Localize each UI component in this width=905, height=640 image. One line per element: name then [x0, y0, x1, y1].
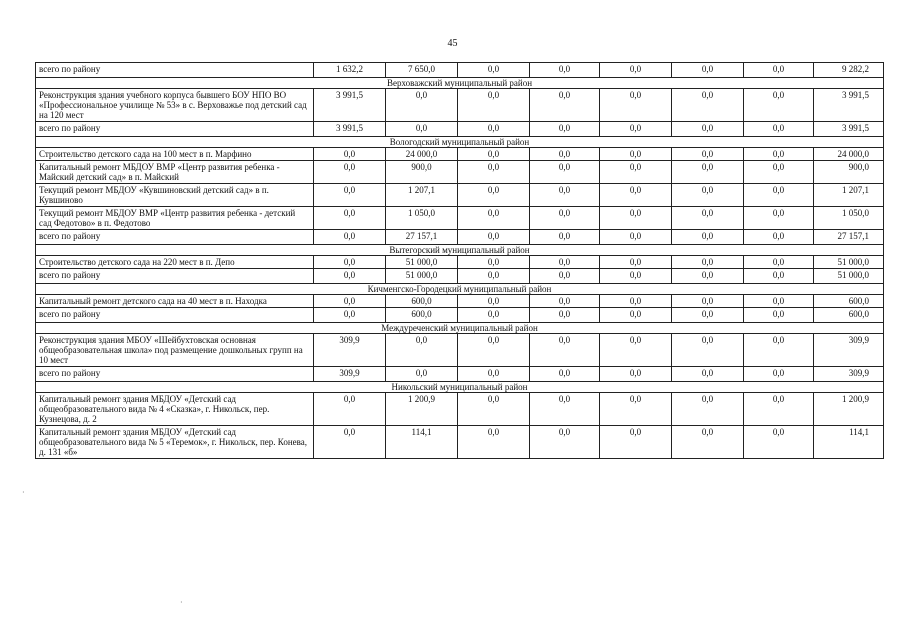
value-cell: 0,0	[314, 207, 386, 230]
table-row	[36, 256, 884, 269]
value-cell: 0,0	[744, 393, 814, 426]
row-label: Капитальный ремонт здания МБДОУ «Детский сад общеобразовательного вида № 4 «Сказка», г. Никольск, пер. Кузнецова, д. 2	[36, 393, 314, 426]
value-cell: 0,0	[530, 269, 600, 284]
value-cell: 0,0	[600, 256, 672, 269]
value-cell: 0,0	[458, 308, 530, 323]
table-row	[36, 426, 884, 459]
row-label: Капитальный ремонт детского сада на 40 мест в п. Находка	[36, 295, 314, 308]
value-cell: 0,0	[744, 122, 814, 137]
row-label: всего по району	[36, 63, 314, 78]
value-cell: 0,0	[672, 308, 744, 323]
table-row	[36, 295, 884, 308]
value-cell: 0,0	[744, 207, 814, 230]
value-cell: 0,0	[672, 122, 744, 137]
value-cell: 0,0	[314, 230, 386, 245]
value-cell: 1 050,0	[386, 207, 458, 230]
value-cell: 0,0	[458, 426, 530, 459]
row-label: всего по району	[36, 367, 314, 382]
row-total-cell: 900,0	[814, 161, 884, 184]
table-body	[36, 63, 884, 459]
scan-speck: ·	[22, 488, 25, 497]
row-total-cell: 1 200,9	[814, 393, 884, 426]
district-header-row	[36, 78, 884, 89]
row-total-cell: 600,0	[814, 308, 884, 323]
value-cell: 0,0	[744, 161, 814, 184]
table-row	[36, 334, 884, 367]
value-cell: 1 200,9	[386, 393, 458, 426]
value-cell: 0,0	[672, 184, 744, 207]
value-cell: 0,0	[530, 393, 600, 426]
value-cell: 309,9	[314, 334, 386, 367]
value-cell: 0,0	[600, 184, 672, 207]
value-cell: 0,0	[458, 161, 530, 184]
value-cell: 0,0	[600, 122, 672, 137]
district-total-row	[36, 63, 884, 78]
value-cell: 0,0	[458, 207, 530, 230]
value-cell: 600,0	[386, 295, 458, 308]
row-label: всего по району	[36, 308, 314, 323]
scan-speck: ·	[180, 598, 183, 607]
value-cell: 0,0	[744, 334, 814, 367]
row-total-cell: 600,0	[814, 295, 884, 308]
value-cell: 0,0	[314, 269, 386, 284]
value-cell: 0,0	[672, 207, 744, 230]
table-row	[36, 89, 884, 122]
row-label: Капитальный ремонт МБДОУ ВМР «Центр развития ребенка - Майский детский сад» в п. Майский	[36, 161, 314, 184]
value-cell: 3 991,5	[314, 89, 386, 122]
value-cell: 0,0	[672, 295, 744, 308]
row-total-cell: 309,9	[814, 334, 884, 367]
value-cell: 0,0	[530, 230, 600, 245]
district-header-row	[36, 137, 884, 148]
value-cell: 0,0	[386, 367, 458, 382]
value-cell: 0,0	[530, 63, 600, 78]
row-label: Реконструкция здания учебного корпуса бывшего БОУ НПО ВО «Профессиональное училище № 53» в с. Верховажье под детский сад на 120 мест	[36, 89, 314, 122]
value-cell: 0,0	[600, 161, 672, 184]
value-cell: 1 207,1	[386, 184, 458, 207]
value-cell: 0,0	[672, 89, 744, 122]
value-cell: 0,0	[672, 256, 744, 269]
row-label: всего по району	[36, 269, 314, 284]
value-cell: 7 650,0	[386, 63, 458, 78]
value-cell: 0,0	[744, 295, 814, 308]
page-number: 45	[447, 38, 458, 49]
value-cell: 0,0	[458, 256, 530, 269]
row-total-cell: 27 157,1	[814, 230, 884, 245]
value-cell: 0,0	[600, 207, 672, 230]
value-cell: 27 157,1	[386, 230, 458, 245]
value-cell: 600,0	[386, 308, 458, 323]
value-cell: 0,0	[314, 393, 386, 426]
value-cell: 0,0	[744, 426, 814, 459]
value-cell: 0,0	[600, 230, 672, 245]
value-cell: 0,0	[458, 269, 530, 284]
value-cell: 0,0	[744, 184, 814, 207]
district-total-row	[36, 122, 884, 137]
value-cell: 51 000,0	[386, 269, 458, 284]
value-cell: 309,9	[314, 367, 386, 382]
value-cell: 0,0	[314, 148, 386, 161]
district-name: Вытегорский муниципальный район	[36, 245, 884, 256]
value-cell: 0,0	[744, 63, 814, 78]
value-cell: 0,0	[530, 334, 600, 367]
value-cell: 0,0	[530, 122, 600, 137]
value-cell: 0,0	[530, 184, 600, 207]
value-cell: 0,0	[314, 426, 386, 459]
value-cell: 0,0	[744, 367, 814, 382]
value-cell: 3 991,5	[314, 122, 386, 137]
value-cell: 0,0	[458, 334, 530, 367]
value-cell: 51 000,0	[386, 256, 458, 269]
value-cell: 0,0	[530, 295, 600, 308]
value-cell: 0,0	[600, 269, 672, 284]
district-total-row	[36, 269, 884, 284]
value-cell: 0,0	[600, 393, 672, 426]
value-cell: 0,0	[458, 122, 530, 137]
district-total-row	[36, 367, 884, 382]
table-row	[36, 207, 884, 230]
value-cell: 0,0	[600, 426, 672, 459]
district-header-row	[36, 323, 884, 334]
value-cell: 0,0	[672, 230, 744, 245]
value-cell: 900,0	[386, 161, 458, 184]
row-total-cell: 3 991,5	[814, 89, 884, 122]
value-cell: 0,0	[672, 367, 744, 382]
value-cell: 0,0	[530, 148, 600, 161]
row-total-cell: 51 000,0	[814, 256, 884, 269]
value-cell: 0,0	[458, 367, 530, 382]
value-cell: 0,0	[314, 295, 386, 308]
value-cell: 0,0	[672, 393, 744, 426]
value-cell: 0,0	[530, 256, 600, 269]
value-cell: 0,0	[458, 63, 530, 78]
value-cell: 0,0	[672, 426, 744, 459]
value-cell: 0,0	[530, 308, 600, 323]
value-cell: 0,0	[744, 256, 814, 269]
table-row	[36, 184, 884, 207]
value-cell: 0,0	[314, 256, 386, 269]
district-name: Верховажский муниципальный район	[36, 78, 884, 89]
value-cell: 0,0	[458, 230, 530, 245]
district-name: Междуреченский муниципальный район	[36, 323, 884, 334]
row-label: Капитальный ремонт здания МБДОУ «Детский сад общеобразовательного вида № 5 «Теремок», г. Никольск, пер. Конева, д. 131 «б»	[36, 426, 314, 459]
value-cell: 0,0	[600, 308, 672, 323]
value-cell: 0,0	[600, 367, 672, 382]
value-cell: 24 000,0	[386, 148, 458, 161]
value-cell: 0,0	[744, 230, 814, 245]
row-label: Строительство детского сада на 100 мест в п. Марфино	[36, 148, 314, 161]
row-total-cell: 309,9	[814, 367, 884, 382]
district-total-row	[36, 230, 884, 245]
district-header-row	[36, 382, 884, 393]
district-total-row	[36, 308, 884, 323]
value-cell: 0,0	[744, 148, 814, 161]
district-header-row	[36, 284, 884, 295]
row-total-cell: 24 000,0	[814, 148, 884, 161]
row-label: Строительство детского сада на 220 мест в п. Депо	[36, 256, 314, 269]
value-cell: 0,0	[744, 308, 814, 323]
value-cell: 0,0	[458, 295, 530, 308]
value-cell: 0,0	[744, 89, 814, 122]
value-cell: 0,0	[672, 334, 744, 367]
table-row	[36, 161, 884, 184]
value-cell: 0,0	[314, 161, 386, 184]
district-name: Вологодский муниципальный район	[36, 137, 884, 148]
row-label: всего по району	[36, 230, 314, 245]
row-total-cell: 114,1	[814, 426, 884, 459]
row-total-cell: 9 282,2	[814, 63, 884, 78]
budget-table	[35, 62, 884, 459]
value-cell: 0,0	[386, 122, 458, 137]
value-cell: 0,0	[600, 89, 672, 122]
value-cell: 1 632,2	[314, 63, 386, 78]
row-label: Текущий ремонт МБДОУ ВМР «Центр развития ребенка - детский сад Федотово» в п. Федотово	[36, 207, 314, 230]
value-cell: 0,0	[672, 161, 744, 184]
value-cell: 0,0	[530, 426, 600, 459]
row-total-cell: 1 050,0	[814, 207, 884, 230]
value-cell: 0,0	[314, 184, 386, 207]
value-cell: 0,0	[530, 161, 600, 184]
value-cell: 0,0	[672, 63, 744, 78]
row-total-cell: 51 000,0	[814, 269, 884, 284]
district-name: Никольский муниципальный район	[36, 382, 884, 393]
value-cell: 0,0	[386, 89, 458, 122]
value-cell: 0,0	[672, 148, 744, 161]
value-cell: 0,0	[530, 207, 600, 230]
row-total-cell: 1 207,1	[814, 184, 884, 207]
value-cell: 0,0	[744, 269, 814, 284]
value-cell: 0,0	[386, 334, 458, 367]
value-cell: 0,0	[600, 148, 672, 161]
value-cell: 0,0	[530, 367, 600, 382]
value-cell: 0,0	[458, 184, 530, 207]
table-row	[36, 393, 884, 426]
table-row	[36, 148, 884, 161]
value-cell: 0,0	[314, 308, 386, 323]
value-cell: 114,1	[386, 426, 458, 459]
value-cell: 0,0	[458, 148, 530, 161]
value-cell: 0,0	[530, 89, 600, 122]
row-label: Реконструкция здания МБОУ «Шейбухтовская основная общеобразовательная школа» под размещение дошкольных групп на 10 мест	[36, 334, 314, 367]
value-cell: 0,0	[672, 269, 744, 284]
value-cell: 0,0	[600, 334, 672, 367]
value-cell: 0,0	[458, 89, 530, 122]
row-label: всего по району	[36, 122, 314, 137]
district-name: Кичменгско-Городецкий муниципальный район	[36, 284, 884, 295]
row-total-cell: 3 991,5	[814, 122, 884, 137]
value-cell: 0,0	[458, 393, 530, 426]
value-cell: 0,0	[600, 63, 672, 78]
value-cell: 0,0	[600, 295, 672, 308]
row-label: Текущий ремонт МБДОУ «Кувшиновский детский сад» в п. Кувшиново	[36, 184, 314, 207]
district-header-row	[36, 245, 884, 256]
